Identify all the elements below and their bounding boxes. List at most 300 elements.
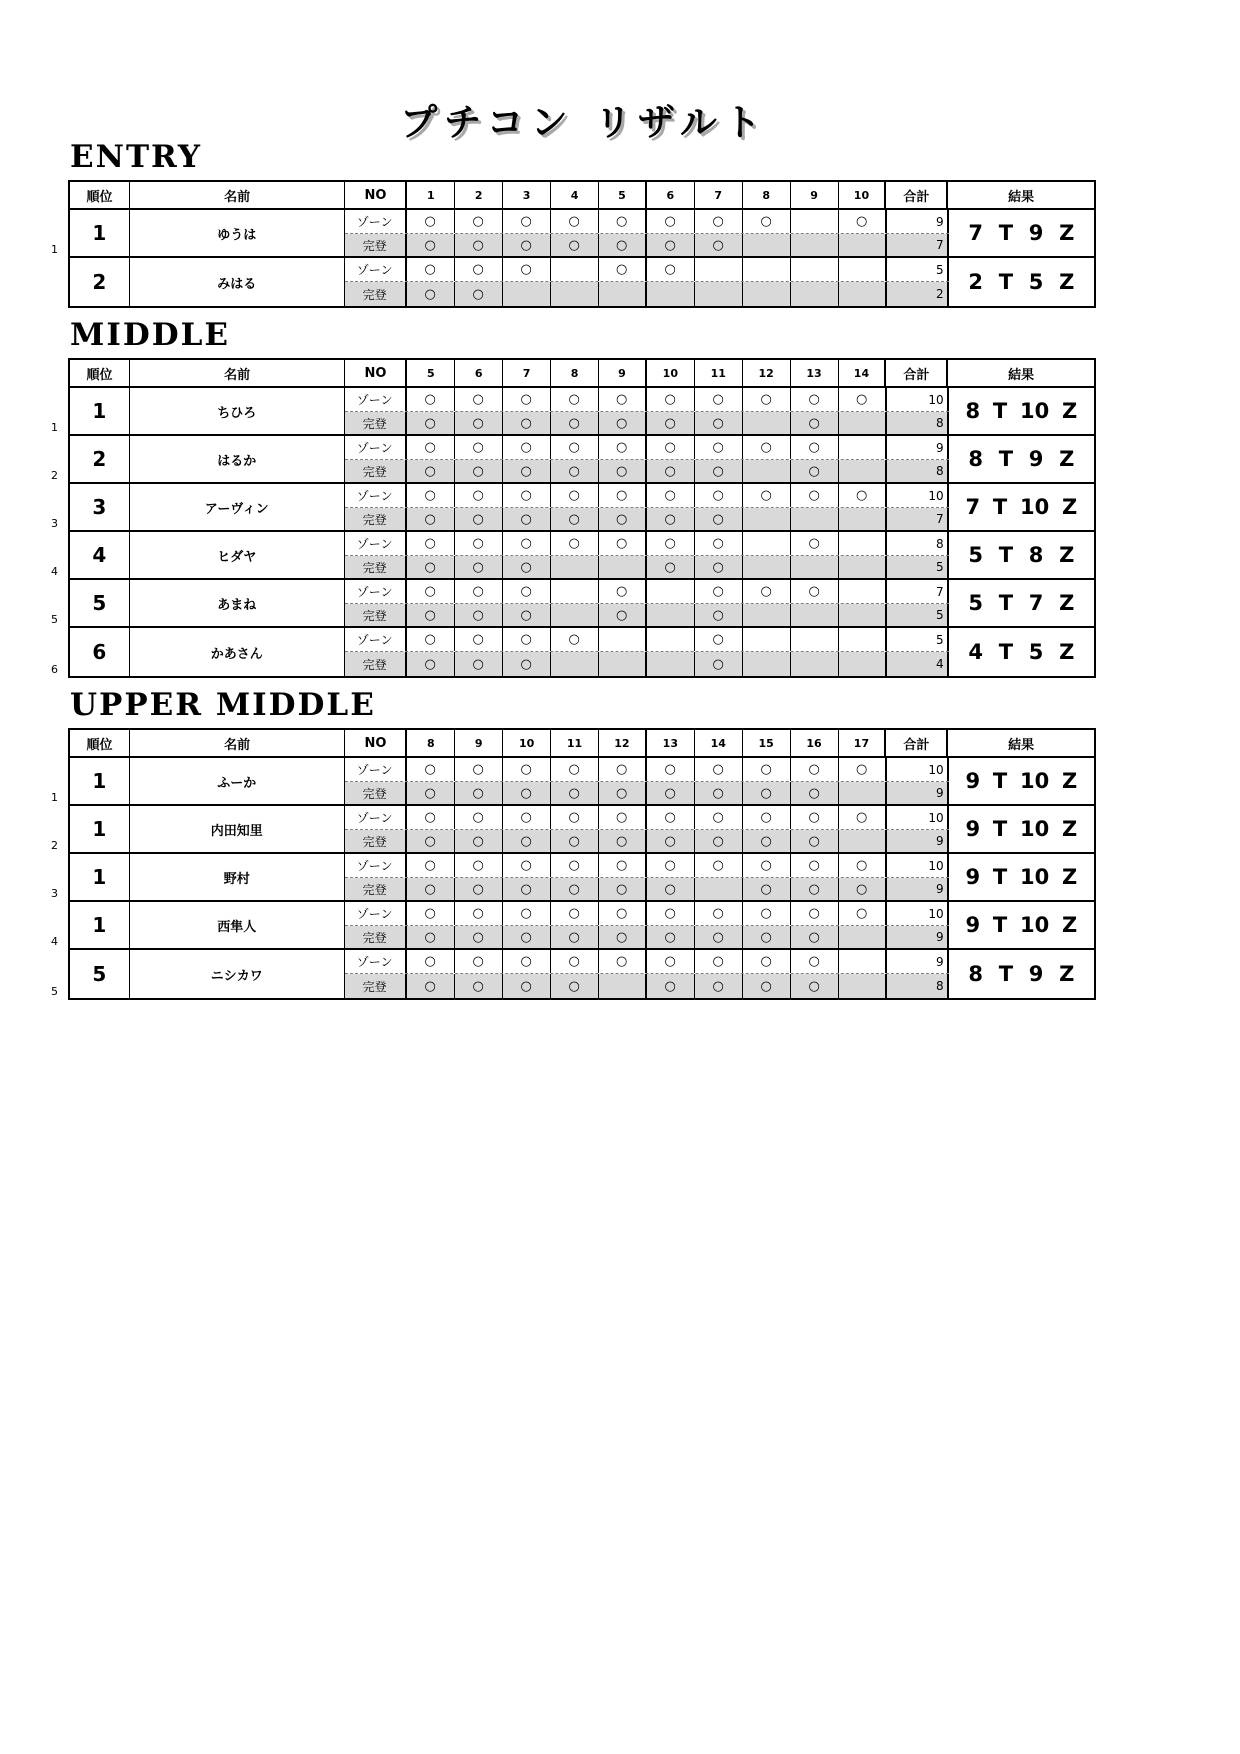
result-cell [949, 580, 1094, 626]
row-total: 9 [887, 926, 949, 948]
route-column-header: 13 [791, 360, 839, 386]
circle-mark: ○ [695, 628, 743, 651]
empty-mark [791, 210, 839, 233]
empty-mark [743, 412, 791, 434]
row-total: 10 [887, 758, 949, 781]
empty-mark [839, 604, 887, 626]
circle-mark: ○ [407, 580, 455, 603]
circle-mark: ○ [503, 508, 551, 530]
circle-mark: ○ [791, 388, 839, 411]
circle-mark: ○ [599, 902, 647, 925]
row-type-label: 完登 [345, 460, 407, 482]
competitor-row [70, 258, 1094, 306]
result-zones: 9 [1028, 962, 1044, 987]
row-total: 9 [887, 950, 949, 973]
name-column-header: 名前 [130, 730, 346, 756]
rank-value: 1 [70, 902, 130, 948]
result-tops: 4 [968, 640, 983, 665]
circle-mark: ○ [791, 436, 839, 459]
empty-mark [599, 628, 647, 651]
row-type-label: 完登 [345, 926, 407, 948]
zone-row [345, 258, 949, 282]
top-row [345, 508, 949, 530]
competitor-name: ふーか [130, 758, 345, 804]
empty-mark [551, 580, 599, 603]
sections-container [51, 138, 1168, 1010]
circle-mark: ○ [455, 556, 503, 578]
empty-mark [599, 282, 647, 306]
circle-mark: ○ [839, 388, 887, 411]
row-margin-number: 2 [51, 469, 58, 483]
circle-mark: ○ [455, 902, 503, 925]
circle-mark: ○ [551, 234, 599, 256]
circle-mark: ○ [599, 878, 647, 900]
circle-mark: ○ [503, 758, 551, 781]
competitor-name: 西隼人 [130, 902, 345, 948]
circle-mark: ○ [695, 556, 743, 578]
zone-row [345, 950, 949, 974]
result-column-header: 結果 [1008, 737, 1035, 753]
score-rows [345, 902, 949, 948]
route-column-header: 14 [839, 360, 887, 386]
section-heading-middle: MIDDLE [70, 317, 231, 354]
route-column-header: 6 [455, 360, 503, 386]
rank-column-header: 順位 [70, 730, 130, 756]
row-type-label: ゾーン [345, 950, 407, 973]
zone-row [345, 388, 949, 412]
result-z-label: Z [1059, 221, 1075, 246]
circle-mark: ○ [839, 878, 887, 900]
circle-mark: ○ [503, 950, 551, 973]
competitor-row [51, 806, 1094, 854]
circle-mark: ○ [743, 806, 791, 829]
circle-mark: ○ [839, 210, 887, 233]
row-type-label: ゾーン [345, 436, 407, 459]
no-column-header: NO [345, 730, 407, 756]
circle-mark: ○ [647, 974, 695, 998]
competitor-name: ゆうは [130, 210, 345, 256]
circle-mark: ○ [455, 806, 503, 829]
row-type-label: ゾーン [345, 484, 407, 507]
empty-mark [839, 974, 887, 998]
circle-mark: ○ [695, 436, 743, 459]
circle-mark: ○ [503, 580, 551, 603]
circle-mark: ○ [455, 782, 503, 804]
circle-mark: ○ [503, 210, 551, 233]
circle-mark: ○ [455, 950, 503, 973]
result-t-label: T [992, 769, 1008, 794]
circle-mark: ○ [455, 878, 503, 900]
row-total: 9 [887, 878, 949, 900]
row-total: 4 [887, 652, 949, 676]
row-margin-number: 4 [51, 935, 58, 949]
circle-mark: ○ [599, 604, 647, 626]
result-t-label: T [998, 543, 1014, 568]
circle-mark: ○ [455, 532, 503, 555]
row-total: 5 [887, 258, 949, 281]
row-type-label: 完登 [345, 412, 407, 434]
circle-mark: ○ [599, 508, 647, 530]
empty-mark [551, 258, 599, 281]
circle-mark: ○ [551, 830, 599, 852]
route-column-header: 2 [455, 182, 503, 208]
row-margin-number: 3 [51, 887, 58, 901]
empty-mark [551, 604, 599, 626]
circle-mark: ○ [647, 556, 695, 578]
no-column-header: NO [345, 182, 407, 208]
circle-mark: ○ [503, 854, 551, 877]
result-t-label: T [998, 591, 1014, 616]
circle-mark: ○ [647, 484, 695, 507]
top-row [345, 830, 949, 852]
circle-mark: ○ [647, 234, 695, 256]
row-total: 8 [887, 974, 949, 998]
competitor-row [51, 902, 1094, 950]
circle-mark: ○ [407, 878, 455, 900]
circle-mark: ○ [551, 758, 599, 781]
top-row [345, 412, 949, 434]
competitor-name: あまね [130, 580, 345, 626]
circle-mark: ○ [407, 388, 455, 411]
row-margin-number: 1 [51, 243, 58, 257]
empty-mark [743, 628, 791, 651]
route-column-header: 17 [839, 730, 887, 756]
circle-mark: ○ [743, 926, 791, 948]
row-total: 10 [887, 806, 949, 829]
circle-mark: ○ [455, 628, 503, 651]
circle-mark: ○ [503, 556, 551, 578]
empty-mark [695, 282, 743, 306]
empty-mark [647, 604, 695, 626]
circle-mark: ○ [503, 412, 551, 434]
circle-mark: ○ [647, 532, 695, 555]
row-type-label: ゾーン [345, 532, 407, 555]
route-column-header: 5 [599, 182, 647, 208]
circle-mark: ○ [407, 234, 455, 256]
row-margin-number: 5 [51, 613, 58, 627]
result-zones: 9 [1028, 221, 1044, 246]
row-type-label: ゾーン [345, 854, 407, 877]
route-column-header: 16 [791, 730, 839, 756]
circle-mark: ○ [791, 902, 839, 925]
page-title: プチコン リザルト [400, 101, 768, 144]
circle-mark: ○ [551, 950, 599, 973]
result-cell [949, 628, 1094, 676]
route-column-header: 13 [647, 730, 695, 756]
empty-mark [743, 532, 791, 555]
circle-mark: ○ [407, 950, 455, 973]
row-type-label: ゾーン [345, 210, 407, 233]
row-total: 7 [887, 508, 949, 530]
circle-mark: ○ [407, 974, 455, 998]
empty-mark [743, 460, 791, 482]
result-t-label: T [992, 495, 1008, 520]
circle-mark: ○ [695, 210, 743, 233]
empty-mark [839, 460, 887, 482]
result-tops: 9 [965, 817, 981, 842]
competitor-name: アーヴィン [130, 484, 345, 530]
total-column-header: 合計 [886, 182, 948, 208]
score-rows [345, 258, 949, 306]
row-total: 5 [887, 628, 949, 651]
empty-mark [599, 974, 647, 998]
circle-mark: ○ [551, 388, 599, 411]
circle-mark: ○ [599, 436, 647, 459]
circle-mark: ○ [647, 508, 695, 530]
circle-mark: ○ [599, 758, 647, 781]
empty-mark [551, 556, 599, 578]
rank-value: 3 [70, 484, 130, 530]
circle-mark: ○ [503, 628, 551, 651]
zone-row [345, 628, 949, 652]
circle-mark: ○ [407, 854, 455, 877]
circle-mark: ○ [791, 830, 839, 852]
circle-mark: ○ [503, 484, 551, 507]
empty-mark [839, 412, 887, 434]
competitor-row [51, 950, 1094, 999]
circle-mark: ○ [743, 758, 791, 781]
circle-mark: ○ [647, 210, 695, 233]
row-type-label: ゾーン [345, 628, 407, 651]
row-total: 7 [887, 234, 949, 256]
circle-mark: ○ [791, 974, 839, 998]
route-column-header: 14 [695, 730, 743, 756]
route-column-header: 12 [743, 360, 791, 386]
circle-mark: ○ [455, 412, 503, 434]
result-cell [949, 854, 1094, 900]
circle-mark: ○ [839, 854, 887, 877]
circle-mark: ○ [791, 878, 839, 900]
result-tops: 5 [968, 591, 983, 616]
empty-mark [839, 234, 887, 256]
circle-mark: ○ [599, 460, 647, 482]
result-cell [949, 902, 1094, 948]
row-total: 8 [887, 532, 949, 555]
circle-mark: ○ [455, 388, 503, 411]
empty-mark [839, 628, 887, 651]
result-cell [949, 210, 1094, 256]
circle-mark: ○ [407, 604, 455, 626]
circle-mark: ○ [407, 532, 455, 555]
circle-mark: ○ [695, 484, 743, 507]
rank-column-header: 順位 [70, 182, 130, 208]
competitor-row [51, 628, 1094, 677]
circle-mark: ○ [551, 854, 599, 877]
rank-value: 6 [70, 628, 130, 676]
empty-mark [743, 258, 791, 281]
circle-mark: ○ [839, 902, 887, 925]
circle-mark: ○ [647, 878, 695, 900]
circle-mark: ○ [407, 484, 455, 507]
row-type-label: ゾーン [345, 806, 407, 829]
score-rows [345, 628, 949, 676]
circle-mark: ○ [551, 902, 599, 925]
circle-mark: ○ [791, 532, 839, 555]
circle-mark: ○ [695, 580, 743, 603]
row-total: 8 [887, 412, 949, 434]
circle-mark: ○ [695, 234, 743, 256]
empty-mark [839, 926, 887, 948]
circle-mark: ○ [455, 580, 503, 603]
circle-mark: ○ [455, 758, 503, 781]
result-column-header: 結果 [1008, 189, 1035, 205]
competitor-name: かあさん [130, 628, 345, 676]
circle-mark: ○ [407, 926, 455, 948]
circle-mark: ○ [455, 282, 503, 306]
zone-row [345, 902, 949, 926]
row-total: 8 [887, 460, 949, 482]
circle-mark: ○ [407, 782, 455, 804]
top-row [345, 282, 949, 306]
circle-mark: ○ [647, 388, 695, 411]
circle-mark: ○ [599, 484, 647, 507]
circle-mark: ○ [695, 652, 743, 676]
result-z-label: Z [1061, 817, 1078, 842]
circle-mark: ○ [455, 210, 503, 233]
result-tops: 9 [965, 913, 981, 938]
zone-row [345, 210, 949, 234]
empty-mark [695, 878, 743, 900]
circle-mark: ○ [791, 580, 839, 603]
circle-mark: ○ [647, 436, 695, 459]
result-t-label: T [998, 962, 1014, 987]
circle-mark: ○ [647, 412, 695, 434]
total-column-header: 合計 [886, 360, 948, 386]
circle-mark: ○ [743, 782, 791, 804]
circle-mark: ○ [455, 926, 503, 948]
circle-mark: ○ [599, 782, 647, 804]
circle-mark: ○ [839, 806, 887, 829]
circle-mark: ○ [647, 926, 695, 948]
circle-mark: ○ [599, 580, 647, 603]
competitor-row [51, 532, 1094, 580]
route-column-header: 15 [743, 730, 791, 756]
empty-mark [839, 282, 887, 306]
result-zones: 10 [1019, 817, 1050, 842]
competitor-name: みはる [130, 258, 345, 306]
circle-mark: ○ [551, 436, 599, 459]
circle-mark: ○ [407, 412, 455, 434]
circle-mark: ○ [407, 556, 455, 578]
route-column-header: 9 [599, 360, 647, 386]
row-total: 7 [887, 580, 949, 603]
circle-mark: ○ [791, 412, 839, 434]
circle-mark: ○ [503, 878, 551, 900]
competitor-name: ニシカワ [130, 950, 345, 998]
row-type-label: ゾーン [345, 758, 407, 781]
circle-mark: ○ [743, 436, 791, 459]
zone-row [345, 854, 949, 878]
section-heading-entry: ENTRY [70, 139, 202, 175]
row-type-label: ゾーン [345, 388, 407, 411]
result-tops: 8 [968, 447, 983, 472]
circle-mark: ○ [695, 902, 743, 925]
row-type-label: 完登 [345, 556, 407, 578]
route-column-header: 9 [455, 730, 503, 756]
top-row [345, 974, 949, 998]
zone-row [345, 806, 949, 830]
empty-mark [839, 258, 887, 281]
row-total: 10 [887, 902, 949, 925]
circle-mark: ○ [551, 484, 599, 507]
result-z-label: Z [1061, 495, 1078, 520]
rank-value: 1 [70, 758, 130, 804]
zone-row [345, 580, 949, 604]
circle-mark: ○ [407, 508, 455, 530]
row-type-label: ゾーン [345, 258, 407, 281]
circle-mark: ○ [647, 854, 695, 877]
empty-mark [743, 508, 791, 530]
result-t-label: T [998, 447, 1014, 472]
circle-mark: ○ [503, 258, 551, 281]
rank-value: 1 [70, 806, 130, 852]
route-column-header: 11 [551, 730, 599, 756]
competitor-name: 内田知里 [130, 806, 345, 852]
empty-mark [599, 652, 647, 676]
circle-mark: ○ [647, 806, 695, 829]
result-z-label: Z [1061, 865, 1078, 890]
circle-mark: ○ [695, 974, 743, 998]
result-column-header: 結果 [1008, 367, 1035, 383]
result-cell [949, 806, 1094, 852]
route-column-header: 8 [551, 360, 599, 386]
score-rows [345, 758, 949, 804]
circle-mark: ○ [695, 830, 743, 852]
result-tops: 7 [965, 495, 981, 520]
circle-mark: ○ [599, 830, 647, 852]
row-margin-number: 2 [51, 839, 58, 853]
table-header-row [70, 730, 1094, 758]
empty-mark [551, 652, 599, 676]
circle-mark: ○ [455, 460, 503, 482]
empty-mark [599, 556, 647, 578]
result-zones: 9 [1028, 447, 1044, 472]
circle-mark: ○ [743, 902, 791, 925]
row-type-label: 完登 [345, 282, 407, 306]
empty-mark [839, 556, 887, 578]
empty-mark [791, 652, 839, 676]
circle-mark: ○ [839, 758, 887, 781]
empty-mark [647, 282, 695, 306]
empty-mark [647, 652, 695, 676]
circle-mark: ○ [839, 484, 887, 507]
result-zones: 10 [1019, 495, 1050, 520]
result-tops: 9 [965, 865, 981, 890]
circle-mark: ○ [551, 926, 599, 948]
score-rows [345, 436, 949, 482]
circle-mark: ○ [407, 460, 455, 482]
empty-mark [791, 604, 839, 626]
route-column-header: 9 [791, 182, 839, 208]
score-rows [345, 806, 949, 852]
empty-mark [839, 782, 887, 804]
result-zones: 10 [1019, 865, 1050, 890]
circle-mark: ○ [407, 830, 455, 852]
row-total: 2 [887, 282, 949, 306]
row-type-label: 完登 [345, 878, 407, 900]
score-rows [345, 950, 949, 998]
circle-mark: ○ [503, 782, 551, 804]
circle-mark: ○ [743, 878, 791, 900]
result-z-label: Z [1059, 962, 1075, 987]
result-zones: 5 [1028, 640, 1044, 665]
circle-mark: ○ [695, 806, 743, 829]
competitor-row [51, 758, 1094, 806]
circle-mark: ○ [503, 926, 551, 948]
empty-mark [791, 258, 839, 281]
circle-mark: ○ [551, 460, 599, 482]
row-total: 9 [887, 782, 949, 804]
